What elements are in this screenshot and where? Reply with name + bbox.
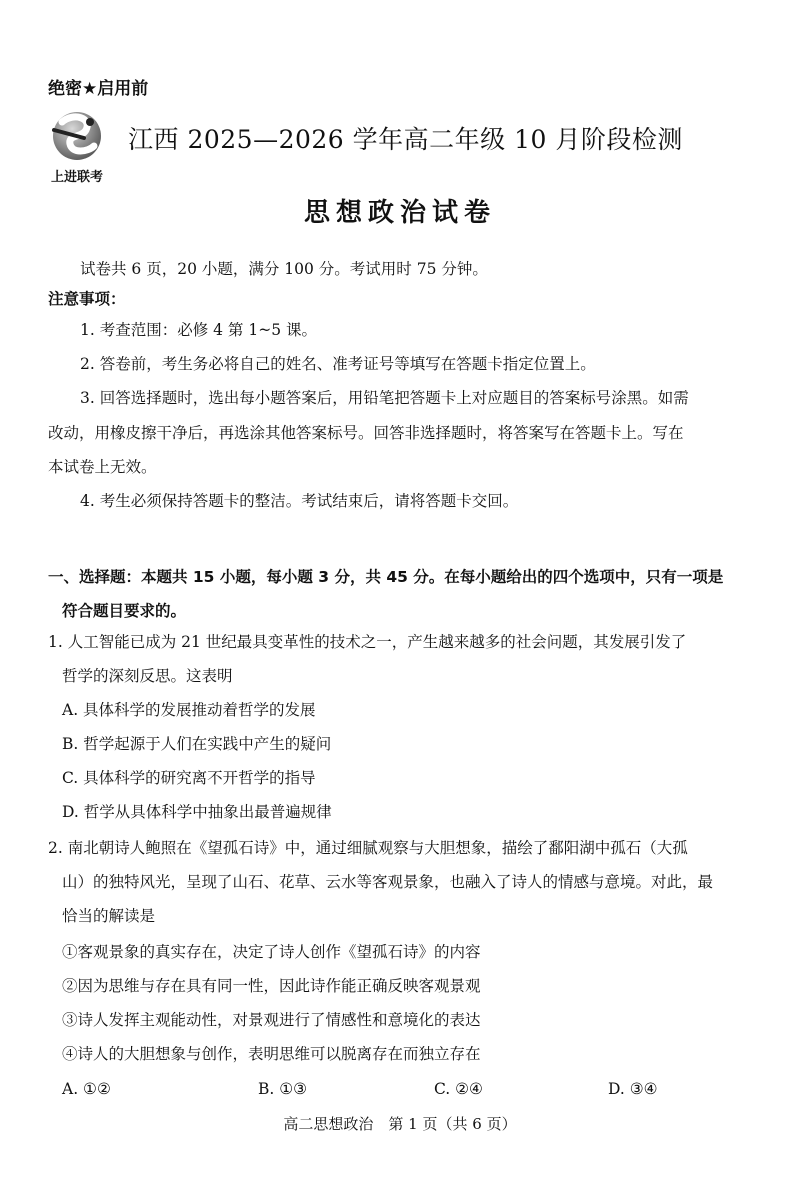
- section-heading-line2: 符合题目要求的。: [62, 602, 187, 620]
- q2-item-4: ④诗人的大胆想象与创作，表明思维可以脱离存在而独立存在: [62, 1045, 481, 1063]
- note-item-3-line3: 本试卷上无效。: [48, 458, 157, 476]
- q1-option-a: A. 具体科学的发展推动着哲学的发展: [62, 701, 316, 719]
- notes-heading: 注意事项：: [48, 290, 126, 308]
- confidential-label: 绝密★启用前: [48, 79, 149, 99]
- q2-option-b: B. ①③: [258, 1080, 308, 1098]
- q2-option-a: A. ①②: [62, 1080, 111, 1098]
- exam-title: 江西 2025—2026 学年高二年级 10 月阶段检测: [128, 125, 683, 154]
- note-item-2: 2. 答卷前，考生务必将自己的姓名、准考证号等填写在答题卡指定位置上。: [80, 355, 596, 373]
- q2-option-d: D. ③④: [608, 1080, 658, 1098]
- q2-stem-line1: 2. 南北朝诗人鲍照在《望孤石诗》中，通过细腻观察与大胆想象，描绘了鄱阳湖中孤石（大孤: [48, 839, 688, 857]
- note-item-1: 1. 考查范围：必修 4 第 1~5 课。: [80, 321, 317, 339]
- intro-text: 试卷共 6 页，20 小题，满分 100 分。考试用时 75 分钟。: [80, 260, 488, 278]
- exam-subtitle: 思想政治试卷: [303, 198, 496, 228]
- exam-logo: [40, 108, 114, 186]
- q1-option-b: B. 哲学起源于人们在实践中产生的疑问: [62, 735, 332, 753]
- logo-text: 上进联考: [50, 170, 103, 185]
- q2-option-c: C. ②④: [434, 1080, 483, 1098]
- logo-emblem-icon: [40, 108, 114, 168]
- q2-item-1: ①客观景象的真实存在，决定了诗人创作《望孤石诗》的内容: [62, 943, 481, 961]
- q2-item-3: ③诗人发挥主观能动性，对景观进行了情感性和意境化的表达: [62, 1011, 481, 1029]
- q2-stem-line2: 山）的独特风光，呈现了山石、花草、云水等客观景象，也融入了诗人的情感与意境。对此，最: [62, 873, 714, 891]
- q1-option-c: C. 具体科学的研究离不开哲学的指导: [62, 769, 316, 787]
- page-footer: 高二思想政治 第 1 页（共 6 页）: [283, 1115, 517, 1133]
- section-heading-line1: 一、选择题：本题共 15 小题，每小题 3 分，共 45 分。在每小题给出的四个选项中，只有一项是: [48, 568, 724, 586]
- note-item-3-line1: 3. 回答选择题时，选出每小题答案后，用铅笔把答题卡上对应题目的答案标号涂黑。如需: [80, 389, 689, 407]
- q2-stem-line3: 恰当的解读是: [62, 907, 156, 925]
- q1-stem-line1: 1. 人工智能已成为 21 世纪最具变革性的技术之一，产生越来越多的社会问题，其发展引发了: [48, 633, 687, 651]
- note-item-4: 4. 考生必须保持答题卡的整洁。考试结束后，请将答题卡交回。: [80, 492, 519, 510]
- q1-option-d: D. 哲学从具体科学中抽象出最普遍规律: [62, 803, 332, 821]
- q1-stem-line2: 哲学的深刻反思。这表明: [62, 667, 233, 685]
- note-item-3-line2: 改动，用橡皮擦干净后，再选涂其他答案标号。回答非选择题时，将答案写在答题卡上。写在: [48, 424, 684, 442]
- q2-item-2: ②因为思维与存在具有同一性，因此诗作能正确反映客观景观: [62, 977, 481, 995]
